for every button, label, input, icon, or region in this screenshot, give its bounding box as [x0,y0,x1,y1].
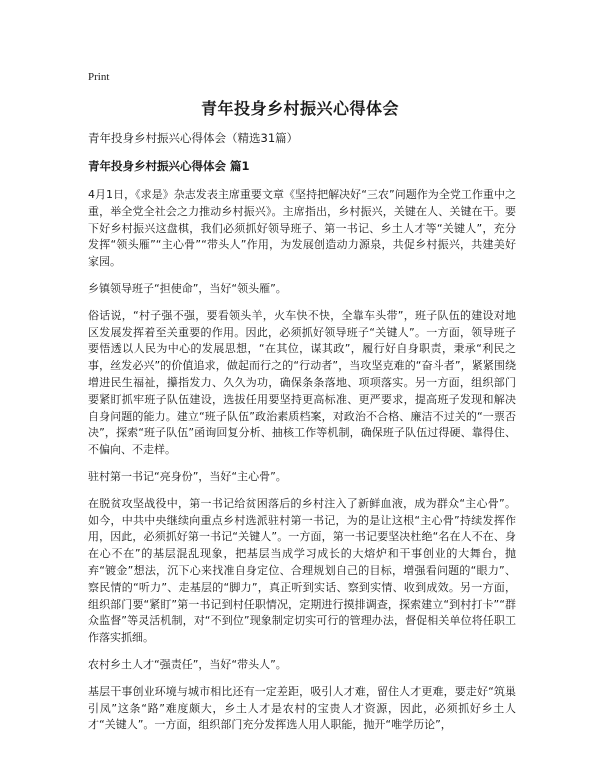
paragraph-leaders: 俗话说，“村子强不强，要看领头羊，火车快不快，全靠车头带”，班子队伍的建设对地区发展发挥着至关重要的作用。因此，必须抓好领导班子“关键人”。一方面，领导班子要悟透以人民为中心的发展思想，“在其位，谋其政”，履行好自身职责，秉承“利民之事，丝发必兴”的价值追求，做起而行之的“行动者”，当攻坚克难的“奋斗者”，紧紧围绕增进民生福祉，攥指发力、久久为功，确保条条落地、项项落实。另一方面，组织部门要紧盯抓牢班子队伍建设，选拔任用要坚持更高标准、更严要求，提高班子发现和解决自身问题的能力。建立“班子队伍”政治素质档案，对政治不合格、廉洁不过关的“一票否决”，探索“班子队伍”函询回复分析、抽核工作等机制，确保班子队伍过得硬、靠得住、不偏向、不走样。 [88,308,516,457]
document-subtitle: 青年投身乡村振兴心得体会（精选31篇） [88,131,299,145]
section-heading: 青年投身乡村振兴心得体会 篇1 [88,159,250,173]
document-body [88,130,516,744]
paragraph-talent: 基层干事创业环境与城市相比还有一定差距，吸引人才难，留住人才更难，要走好“筑巢引凤”这条“路”难度颇大，乡土人才是农村的宝贵人才资源，因此，必须抓好乡土人才“关键人”。一方面，组织部门充分发挥选人用人职能，抛开“唯学历论”， [88,684,516,732]
print-link[interactable]: Print [88,71,110,83]
paragraph-secretary: 在脱贫攻坚战役中，第一书记给贫困落后的乡村注入了新鲜血液，成为群众“主心骨”。如今，中共中央继续向重点乡村选派驻村第一书记，为的是让这根“主心骨”持续发挥作用，因此，必须抓好第一书记“关键人”。一方面，第一书记要坚决杜绝“名在人不在、身在心不在”的基层混乱现象，把基层当成学习成长的大熔炉和干事创业的大舞台，抛弃“镀金”想法，沉下心来找准自身定位、合理规划自己的目标，增强看问题的“眼力”、察民情的“听力”、走基层的“脚力”，真正听到实话、察到实情、收到成效。另一方面，组织部门要“紧盯”第一书记到村任职情况，定期进行摸排调查，探索建立“到村打卡”“群众监督”等灵活机制，对“不到位”现象制定切实可行的管理办法，督促相关单位将任职工作落实抓细。 [88,496,516,645]
paragraph-subheading-leaders: 乡镇领导班子“担使命”，当好“领头雁”。 [88,281,287,295]
paragraph-subheading-talent: 农村乡土人才“强责任”，当好“带头人”。 [88,657,287,671]
paragraph-subheading-secretary: 驻村第一书记“亮身份”，当好“主心骨”。 [88,469,287,483]
paragraph-intro: 4月1日，《求是》杂志发表主席重要文章《坚持把解决好“三农”问题作为全党工作重中之重，举全党全社会之力推动乡村振兴》。主席指出，乡村振兴，关键在人、关键在干。要下好乡村振兴这盘棋，我们必须抓好领导班子、第一书记、乡土人才等“关键人”，充分发挥“领头雁”“主心骨”“带头人”作用，为发展创造动力源泉，共促乡村振兴，共建美好家园。 [88,188,516,269]
document-title: 青年投身乡村振兴心得体会 [200,99,399,118]
